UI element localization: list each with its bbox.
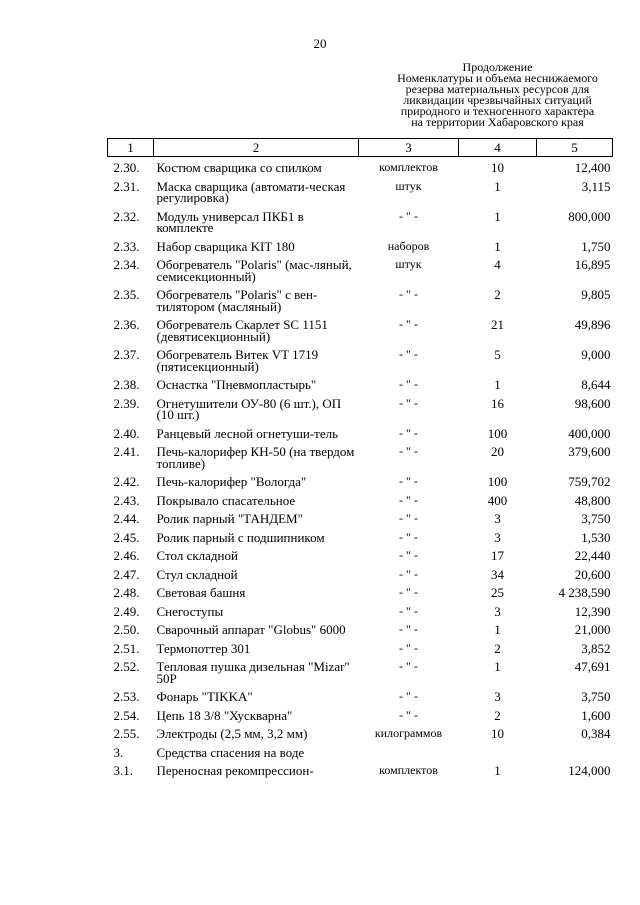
- quantity-cell: 3: [494, 603, 501, 619]
- quantity-cell: 16: [491, 395, 504, 411]
- item-name-cell: Ролик парный с подшипником: [156, 529, 325, 545]
- row-number-cell: 2.30.: [113, 160, 140, 175]
- unit-of-measure-cell: - " -: [399, 287, 418, 301]
- row-number-cell: 2.47.: [113, 566, 140, 582]
- continuation-line: на территории Хабаровского края: [411, 115, 584, 129]
- unit-of-measure-cell: - " -: [399, 640, 418, 655]
- amount-cell: 1,600: [581, 707, 611, 723]
- item-name-cell: Тепловая пушка дизельная "Mizar" 50P: [156, 659, 350, 686]
- quantity-cell: 100: [487, 474, 508, 489]
- quantity-cell: 1: [494, 208, 501, 224]
- item-name-cell: Переносная рекомпрессион-: [156, 763, 314, 778]
- continuation-label: Продолжение: [462, 60, 533, 74]
- item-name-cell: Световая башня: [156, 585, 246, 600]
- amount-cell: 3,852: [581, 640, 611, 656]
- table-row: [108, 620, 613, 639]
- amount-cell: 9,805: [581, 287, 611, 302]
- amount-cell: 3,750: [581, 511, 611, 526]
- quantity-cell: 2: [494, 707, 501, 723]
- unit-of-measure-cell: - " -: [399, 317, 418, 331]
- unit-of-measure-cell: - " -: [399, 707, 418, 722]
- table-row: [108, 237, 613, 256]
- row-number-cell: 2.43.: [113, 492, 140, 508]
- quantity-cell: 1: [494, 622, 501, 637]
- table-row: [108, 743, 613, 762]
- amount-cell: 20,600: [574, 566, 611, 582]
- quantity-cell: 4: [494, 257, 501, 272]
- item-name-cell: Оснастка "Пневмопластырь": [156, 377, 317, 392]
- quantity-cell: 1: [494, 377, 501, 392]
- quantity-cell: 400: [487, 492, 508, 508]
- table-row: [108, 491, 613, 510]
- unit-of-measure-cell: килограммов: [374, 726, 443, 740]
- unit-of-measure-cell: - " -: [399, 425, 418, 440]
- row-number-cell: 2.51.: [113, 640, 140, 656]
- item-name-cell: Покрывало спасательное: [156, 492, 296, 508]
- amount-cell: 379,600: [568, 444, 611, 459]
- item-name-cell: Снегоступы: [156, 603, 224, 619]
- item-name-cell: Обогреватель "Polaris" (мас-ляный, семисекционный): [156, 257, 352, 284]
- item-name-cell: Обогреватель Скарлет SC 1151 (девятисекционный): [156, 317, 328, 344]
- row-number-cell: 2.33.: [113, 238, 140, 254]
- unit-of-measure-cell: - " -: [399, 585, 418, 599]
- row-number-cell: 2.46.: [113, 548, 140, 563]
- header-cell-4: 4: [459, 139, 537, 157]
- table-row: [108, 546, 613, 565]
- amount-cell: [537, 743, 613, 762]
- row-number-cell: 2.35.: [113, 287, 140, 302]
- amount-cell: 0,384: [581, 726, 611, 741]
- unit-of-measure-cell: - " -: [399, 492, 418, 507]
- item-name-cell: Электроды (2,5 мм, 3,2 мм): [156, 726, 308, 741]
- table-row: [108, 424, 613, 443]
- quantity-cell: 10: [491, 160, 504, 175]
- row-number-cell: 2.37.: [113, 347, 140, 362]
- item-name-cell: Средства спасения на воде: [156, 744, 305, 760]
- row-number-cell: 2.48.: [113, 585, 140, 600]
- table-row: [108, 509, 613, 528]
- amount-cell: 47,691: [574, 659, 611, 674]
- row-number-cell: 2.50.: [113, 622, 140, 637]
- item-name-cell: Цепь 18 3/8 "Хускварна": [156, 707, 293, 723]
- quantity-cell: 3: [494, 529, 501, 545]
- table-row: [108, 687, 613, 706]
- quantity-cell: 20: [491, 444, 504, 459]
- header-cell-1: 1: [108, 139, 154, 157]
- unit-of-measure-cell: - " -: [399, 566, 418, 581]
- header-cell-2: 2: [154, 139, 359, 157]
- table-header-row: [108, 139, 613, 157]
- amount-cell: 1,750: [581, 238, 611, 254]
- amount-cell: 49,896: [574, 317, 611, 332]
- resources-table: [107, 138, 613, 780]
- table-row: [108, 394, 613, 424]
- table-row: [108, 375, 613, 394]
- row-number-cell: 2.49.: [113, 603, 140, 619]
- table-row: [108, 706, 613, 725]
- quantity-cell: [459, 743, 537, 762]
- amount-cell: 400,000: [568, 425, 611, 441]
- table-row: [108, 442, 613, 472]
- quantity-cell: 3: [494, 689, 501, 704]
- unit-of-measure-cell: - " -: [399, 529, 418, 544]
- amount-cell: 12,390: [574, 603, 611, 619]
- header-cell-3: 3: [359, 139, 459, 157]
- row-number-cell: 2.54.: [113, 707, 140, 723]
- continuation-line: резерва материальных ресурсов для: [405, 82, 590, 96]
- amount-cell: 4 238,590: [558, 585, 611, 600]
- item-name-cell: Огнетушители ОУ-80 (6 шт.), ОП (10 шт.): [156, 395, 342, 422]
- item-name-cell: Фонарь "TIKKA": [156, 689, 253, 704]
- row-number-cell: 2.45.: [113, 529, 140, 545]
- item-name-cell: Печь-калорифер КН-50 (на твердом топливе): [156, 444, 355, 471]
- continuation-line: ликвидации чрезвычайных ситуаций: [403, 93, 592, 107]
- quantity-cell: 1: [494, 238, 501, 254]
- row-number-cell: 2.31.: [113, 178, 140, 194]
- unit-of-measure-cell: - " -: [399, 347, 418, 361]
- item-name-cell: Ранцевый лесной огнетуши-тель: [156, 425, 339, 441]
- unit-of-measure-cell: штук: [395, 178, 422, 193]
- unit-of-measure-cell: комплектов: [379, 763, 438, 777]
- amount-cell: 16,895: [574, 257, 611, 272]
- item-name-cell: Набор сварщика KIT 180: [156, 238, 295, 254]
- row-number-cell: 2.53.: [113, 689, 140, 704]
- row-number-cell: 2.34.: [113, 257, 140, 272]
- quantity-cell: 21: [491, 317, 504, 332]
- table-row: [108, 472, 613, 491]
- unit-of-measure-cell: - " -: [399, 548, 418, 562]
- table-row: [108, 255, 613, 285]
- quantity-cell: 17: [491, 548, 504, 563]
- amount-cell: 98,600: [574, 395, 611, 411]
- unit-of-measure-cell: - " -: [399, 603, 418, 618]
- amount-cell: 9,000: [581, 347, 611, 362]
- table-row: [108, 157, 613, 177]
- resources-table-container: [107, 138, 612, 780]
- row-number-cell: 2.44.: [113, 511, 140, 526]
- table-body: [108, 157, 613, 780]
- table-row: [108, 602, 613, 621]
- item-name-cell: Ролик парный "ТАНДЕМ": [156, 511, 303, 526]
- amount-cell: 124,000: [568, 763, 611, 778]
- row-number-cell: 2.55.: [113, 726, 140, 741]
- item-name-cell: Стол складной: [156, 548, 238, 563]
- table-row: [108, 761, 613, 780]
- item-name-cell: Обогреватель "Polaris" с вен-тилятором (масляный): [156, 287, 318, 314]
- row-number-cell: 2.32.: [113, 208, 140, 224]
- header-cell-5: 5: [537, 139, 613, 157]
- item-name-cell: Модуль универсал ПКБ1 в комплекте: [156, 208, 304, 235]
- unit-of-measure-cell: [359, 743, 459, 762]
- quantity-cell: 10: [491, 726, 504, 741]
- unit-of-measure-cell: - " -: [399, 208, 418, 223]
- item-name-cell: Маска сварщика (автомати-ческая регулировка): [156, 178, 346, 205]
- table-row: [108, 528, 613, 547]
- unit-of-measure-cell: - " -: [399, 689, 418, 703]
- continuation-line: Номенклатуры и объема неснижаемого: [397, 71, 598, 85]
- table-row: [108, 207, 613, 237]
- row-number-cell: 2.40.: [113, 425, 140, 441]
- amount-cell: 12,400: [574, 160, 611, 175]
- row-number-cell: 2.38.: [113, 377, 140, 392]
- quantity-cell: 100: [487, 425, 508, 441]
- amount-cell: 22,440: [574, 548, 611, 563]
- row-number-cell: 2.36.: [113, 317, 140, 332]
- quantity-cell: 3: [494, 511, 501, 526]
- quantity-cell: 2: [494, 287, 501, 302]
- item-name-cell: Стул складной: [156, 566, 238, 582]
- amount-cell: 800,000: [568, 208, 611, 224]
- row-number-cell: 2.42.: [113, 474, 140, 489]
- item-name-cell: Печь-калорифер "Вологда": [156, 474, 307, 489]
- table-row: [108, 657, 613, 687]
- quantity-cell: 1: [494, 659, 501, 674]
- table-row: [108, 345, 613, 375]
- table-row: [108, 315, 613, 345]
- quantity-cell: 1: [494, 763, 501, 778]
- amount-cell: 8,644: [581, 377, 611, 392]
- item-name-cell: Сварочный аппарат "Globus" 6000: [156, 622, 346, 637]
- row-number-cell: 2.39.: [113, 395, 140, 411]
- page-number: 20: [313, 36, 327, 51]
- quantity-cell: 5: [494, 347, 501, 362]
- unit-of-measure-cell: комплектов: [379, 160, 438, 174]
- unit-of-measure-cell: - " -: [399, 474, 418, 488]
- item-name-cell: Костюм сварщика со спилком: [156, 160, 322, 175]
- table-row: [108, 583, 613, 602]
- amount-cell: 1,530: [581, 529, 611, 545]
- table-row: [108, 724, 613, 743]
- table-row: [108, 565, 613, 584]
- continuation-line: природного и техногенного характера: [400, 104, 595, 118]
- table-row: [108, 177, 613, 207]
- unit-of-measure-cell: - " -: [399, 659, 418, 673]
- row-number-cell: 2.52.: [113, 659, 140, 674]
- amount-cell: 759,702: [568, 474, 611, 489]
- amount-cell: 21,000: [574, 622, 611, 637]
- unit-of-measure-cell: - " -: [399, 511, 418, 525]
- quantity-cell: 1: [494, 178, 501, 194]
- unit-of-measure-cell: - " -: [399, 395, 418, 410]
- item-name-cell: Обогреватель Витек VT 1719 (пятисекционный): [156, 347, 319, 374]
- table-row: [108, 639, 613, 658]
- continuation-header: [385, 62, 610, 128]
- quantity-cell: 2: [494, 640, 501, 656]
- row-number-cell: 2.41.: [113, 444, 140, 459]
- amount-cell: 3,750: [581, 689, 611, 704]
- quantity-cell: 25: [491, 585, 504, 600]
- unit-of-measure-cell: наборов: [387, 238, 430, 253]
- unit-of-measure-cell: штук: [395, 257, 422, 271]
- unit-of-measure-cell: - " -: [399, 622, 418, 636]
- amount-cell: 48,800: [574, 492, 611, 508]
- row-number-cell: 3.: [113, 744, 124, 760]
- unit-of-measure-cell: - " -: [399, 444, 418, 458]
- quantity-cell: 34: [491, 566, 504, 582]
- unit-of-measure-cell: - " -: [399, 377, 418, 391]
- amount-cell: 3,115: [581, 178, 611, 194]
- row-number-cell: 3.1.: [113, 763, 133, 778]
- item-name-cell: Термопоттер 301: [156, 640, 251, 656]
- table-row: [108, 285, 613, 315]
